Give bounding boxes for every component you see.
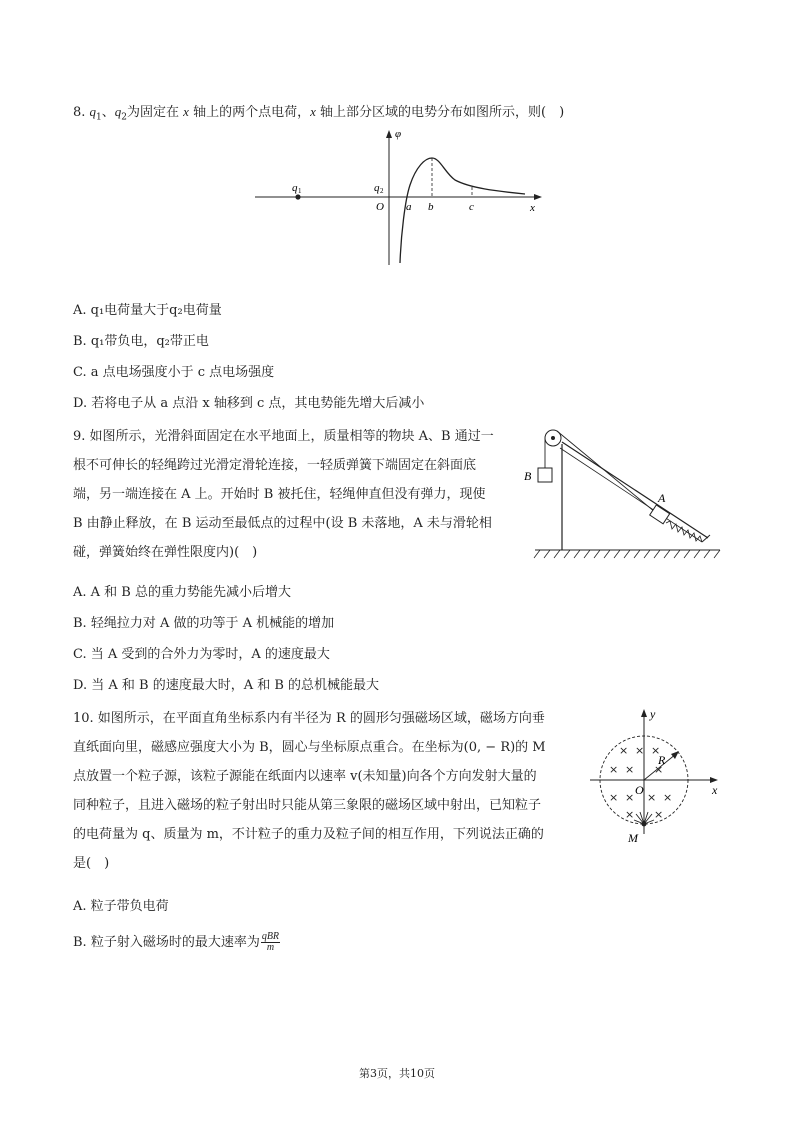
svg-text:×: × xyxy=(651,744,661,757)
origin-label: O xyxy=(376,201,384,213)
svg-text:×: × xyxy=(625,763,635,776)
point-a-label: a xyxy=(406,201,412,213)
y-axis-label: y xyxy=(650,707,656,721)
radius-label: R xyxy=(658,753,666,767)
point-c-label: c xyxy=(469,201,474,213)
q10-stem-line-1: 10. 如图所示，在平面直角坐标系内有半径为 R 的圆形匀强磁场区域，磁场方向垂 xyxy=(73,711,545,726)
q9-option-a: A. A 和 B 总的重力势能先减小后增大 xyxy=(73,585,291,600)
q10-option-b: B. 粒子射入磁场时的最大速率为 $\frac{\text{qBR}}{m}$ xyxy=(73,931,280,953)
svg-text:×: × xyxy=(609,791,619,804)
point-m-label: M xyxy=(628,831,638,845)
q8-option-c: C. a 点电场强度小于 c 点电场强度 xyxy=(73,365,275,380)
x-axis-label: x xyxy=(530,202,535,214)
q8-potential-figure xyxy=(250,125,550,270)
svg-text:×: × xyxy=(654,763,664,776)
svg-text:×: × xyxy=(625,791,635,804)
svg-text:×: × xyxy=(663,791,673,804)
q9-stem-line-5: 碰，弹簧始终在弹性限度内)( ) xyxy=(73,545,258,560)
svg-text:×: × xyxy=(625,808,635,821)
q9-stem-line-3: 端，另一端连接在 A 上。开始时 B 被托住，轻绳伸直但没有弹力，现使 xyxy=(73,487,486,502)
svg-text:×: × xyxy=(619,744,629,757)
origin-label: O xyxy=(635,783,644,797)
svg-text:×: × xyxy=(609,763,619,776)
block-b-label: B xyxy=(524,469,532,483)
q9-stem-line-4: B 由静止释放，在 B 运动至最低点的过程中(设 B 未落地，A 未与滑轮相 xyxy=(73,516,492,531)
q10-magnetic-field-figure xyxy=(588,706,728,848)
page-footer: 第3页，共10页 xyxy=(359,1067,435,1080)
q8-option-b: B. q₁带负电，q₂带正电 xyxy=(73,334,209,349)
q8-stem: 8. $q_1$、$q_2$为固定在 x 轴上的两个点电荷，x 轴上部分区域的电势分布如图所示，则( ) xyxy=(73,104,565,123)
q10-stem-line-4: 同种粒子，且进入磁场的粒子射出时只能从第三象限的磁场区域中射出，已知粒子 xyxy=(73,798,542,813)
q9-stem-line-1: 9. 如图所示，光滑斜面固定在水平地面上，质量相等的物块 A、B 通过一 xyxy=(73,429,494,444)
svg-text:×: × xyxy=(635,744,645,757)
q1-label: q xyxy=(292,182,298,194)
x-axis-label: x xyxy=(712,783,718,797)
point-b-label: b xyxy=(428,201,434,213)
q8-option-d: D. 若将电子从 a 点沿 x 轴移到 c 点，其电势能先增大后减小 xyxy=(73,396,425,411)
q9-option-d: D. 当 A 和 B 的速度最大时，A 和 B 的总机械能最大 xyxy=(73,678,380,693)
q9-stem-line-2: 根不可伸长的轻绳跨过光滑定滑轮连接，一轻质弹簧下端固定在斜面底 xyxy=(73,458,477,473)
phi-label: φ xyxy=(395,128,402,140)
q8-option-a: A. q₁电荷量大于q₂电荷量 xyxy=(73,303,222,318)
q2-label: q xyxy=(374,182,380,194)
svg-text:×: × xyxy=(654,808,664,821)
q9-incline-figure xyxy=(524,422,725,567)
q10-stem-line-2: 直纸面向里，磁感应强度大小为 B，圆心与坐标原点重合。在坐标为(0, − R)的 M xyxy=(73,740,546,755)
q10-stem-line-5: 的电荷量为 q、质量为 m，不计粒子的重力及粒子间的相互作用，下列说法正确的 xyxy=(73,827,544,842)
q9-option-c: C. 当 A 受到的合外力为零时，A 的速度最大 xyxy=(73,647,330,662)
svg-text:2: 2 xyxy=(380,187,384,195)
q10-stem-line-6: 是( ) xyxy=(73,856,110,871)
svg-text:1: 1 xyxy=(298,187,302,195)
q10-option-a: A. 粒子带负电荷 xyxy=(73,899,169,914)
q10-stem-line-3: 点放置一个粒子源，该粒子源能在纸面内以速率 v(未知量)向各个方向发射大量的 xyxy=(73,769,537,784)
q9-option-b: B. 轻绳拉力对 A 做的功等于 A 机械能的增加 xyxy=(73,616,335,631)
block-a-label: A xyxy=(658,491,666,505)
svg-text:×: × xyxy=(647,791,657,804)
